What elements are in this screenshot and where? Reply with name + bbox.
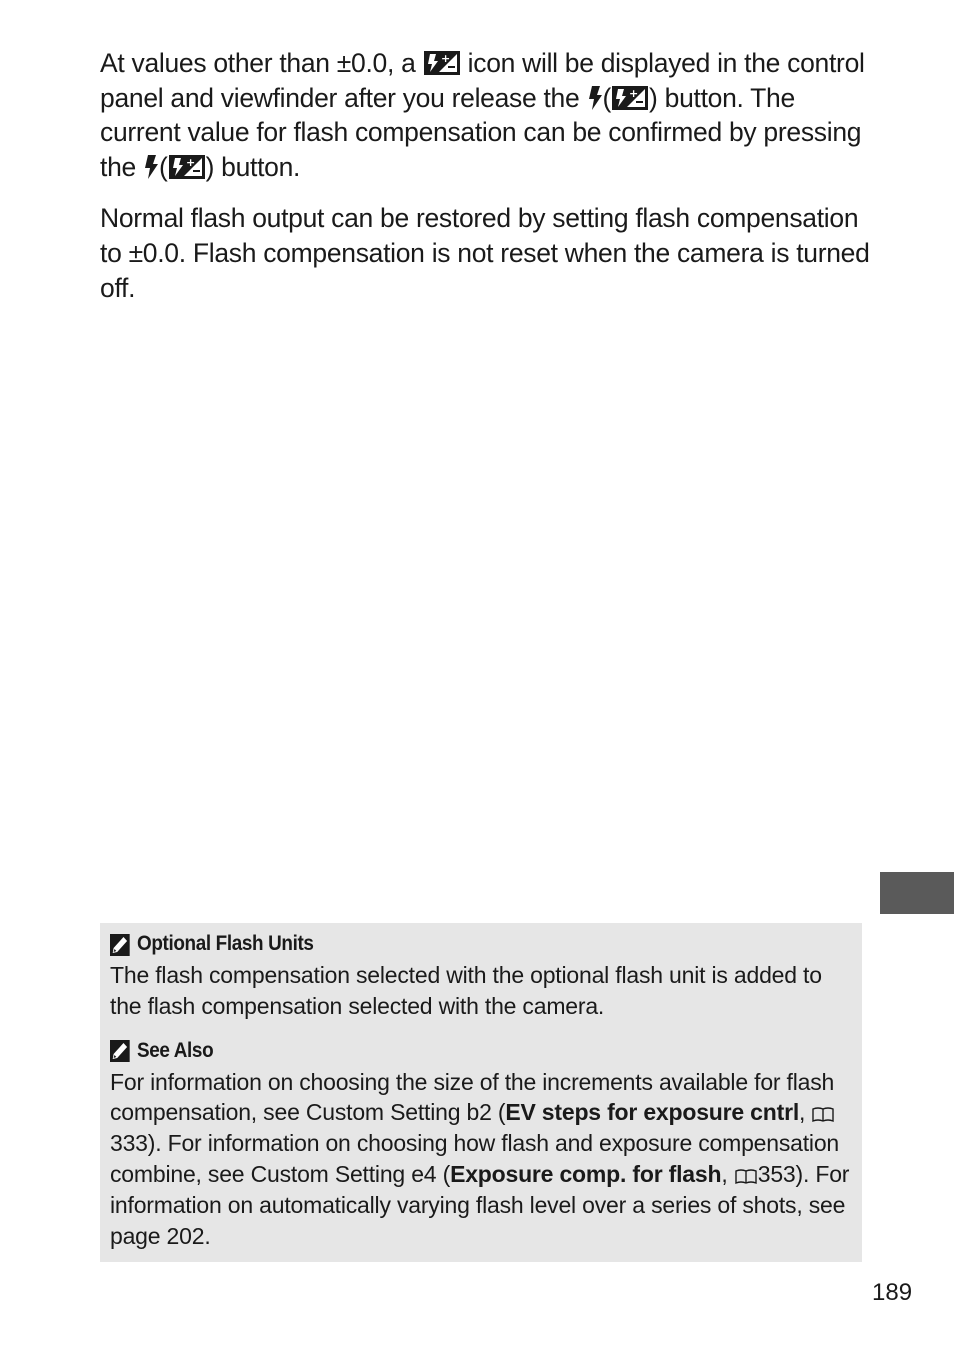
svg-text:+: + [629,86,638,100]
book-icon [812,1107,834,1123]
svg-text:+: + [185,155,195,169]
note-heading [110,929,778,960]
book-icon [735,1169,757,1185]
note-optional-flash-units [110,929,852,1022]
text: At values other than ±0.0, a [100,48,416,78]
text: ( [159,151,168,182]
menu-item-reference: EV steps for exposure cntrl [505,1099,800,1126]
pencil-note-icon [110,1040,130,1062]
text: ) button. [205,151,301,182]
flash-icon [144,155,158,179]
flash-comp-icon [424,51,460,75]
text: ( [602,82,612,113]
note-heading [110,1036,778,1067]
note-heading-text: Optional Flash Units [137,932,314,956]
note-heading-text: See Also [137,1038,214,1062]
flash-comp-icon [612,86,648,110]
note-box [100,923,862,1262]
section-tab [880,872,954,914]
text: For information on choosing the size of the increments available for flash compensation, see Custom Setting b2 ( [110,1068,835,1126]
text: icon will be displayed in the control panel and viewfinder after you release the [100,48,865,113]
note-see-also [110,1036,852,1252]
text: 333). For information on choosing how flash and exposure compensation combine, see Custom Setting e4 ( [110,1130,840,1187]
paragraph-flash-comp-icon [100,46,870,184]
page-number: 189 [872,1279,913,1306]
flash-icon [588,86,602,110]
menu-item-reference: Exposure comp. for flash [450,1160,722,1187]
flash-comp-icon [169,155,205,179]
main-text [100,46,870,322]
svg-text:+: + [440,52,450,65]
text: , [799,1099,806,1126]
text: 353). For information on automatically varying flash level over a series of shots, see page 202. [110,1160,850,1249]
note-body: The flash compensation selected with the optional flash unit is added to the flash compensation selected with the camera. [110,962,822,1019]
text: ) button. The current value for flash compensation can be confirmed by pressing the [100,82,862,182]
pencil-note-icon [110,934,130,956]
text: , [721,1160,728,1187]
paragraph-restore-output: Normal flash output can be restored by setting flash compensation to ±0.0. Flash compensation is not reset when the camera is turned off. [100,203,870,303]
note-body [110,1067,852,1252]
